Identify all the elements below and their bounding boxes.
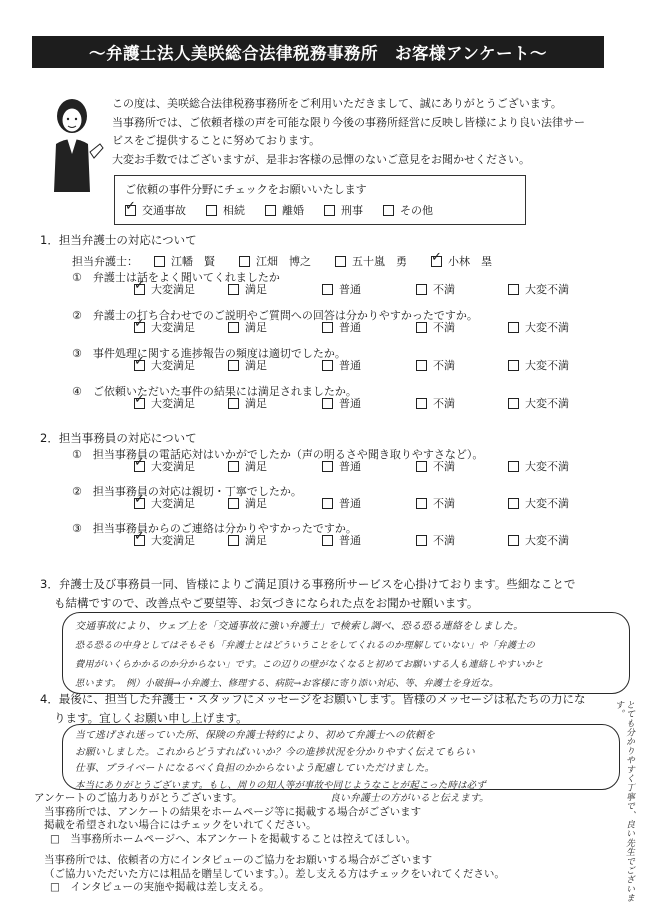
rating-option[interactable]: [416, 458, 455, 474]
checkbox[interactable]: [322, 322, 333, 333]
checkbox[interactable]: [322, 360, 333, 371]
lawyer-label: 担当弁護士：: [72, 255, 138, 268]
case-type-option[interactable]: [383, 202, 433, 218]
option-label: 交通事故: [142, 204, 186, 217]
checkbox[interactable]: [322, 284, 333, 295]
section4-handwriting-tail: 良い弁護士の方がいると伝えます。: [330, 793, 490, 804]
section4-handwriting: 当て逃げされ迷っていた所、保険の弁護士特約により、初めて弁護士への依頼を: [75, 730, 435, 741]
case-type-option[interactable]: [324, 202, 363, 218]
checkbox[interactable]: [322, 535, 333, 546]
intro-line: 大変お手数ではございますが、是非お客様の忌憚のないご意見をお聞かせください。: [112, 152, 530, 166]
rating-option[interactable]: [228, 281, 267, 297]
rating-option[interactable]: [322, 532, 361, 548]
rating-option[interactable]: [322, 495, 361, 511]
section4-answer-box: [62, 724, 620, 790]
section3-line: 3．弁護士及び事務員一同、皆様によりご満足頂ける事務所サービスを心掛けております。些細なことで: [40, 577, 576, 591]
footer-line: 当事務所では、アンケートの結果をホームページ等に掲載する場合がございます: [44, 805, 422, 818]
rating-option[interactable]: [134, 495, 195, 511]
option-label: 大変満足: [151, 397, 195, 410]
option-label: 不満: [433, 359, 455, 372]
checkbox[interactable]: [324, 205, 335, 216]
checkbox[interactable]: [383, 205, 394, 216]
option-label: 大変満足: [151, 534, 195, 547]
footer-line: アンケートのご協力ありがとうございます。: [34, 792, 243, 804]
option-label: 普通: [339, 283, 361, 296]
option-label: 大変満足: [151, 321, 195, 334]
intro-line: ビスをご提供することに努めております。: [112, 134, 321, 147]
rating-option[interactable]: [322, 458, 361, 474]
checkbox[interactable]: [416, 322, 427, 333]
section3-handwriting: 費用がいくらかかるのか分からない」です。この辺りの壁がなくなると初めてお願いする人も連絡しやすいかと: [75, 659, 544, 670]
option-label: その他: [400, 204, 433, 217]
rating-option[interactable]: [508, 532, 569, 548]
option-label: 不満: [433, 397, 455, 410]
checkbox[interactable]: [508, 284, 519, 295]
option-label: 大変満足: [151, 460, 195, 473]
rating-option[interactable]: [416, 495, 455, 511]
section4-handwriting: お願いしました。これからどうすればいいか？今の進捗状況を分かりやすく伝えてもらい: [75, 746, 475, 758]
checkbox[interactable]: [228, 498, 239, 509]
section4-margin-note: とても分かりやすく丁寧で、良い先生でございます。: [613, 700, 634, 903]
option-label: 大変不満: [525, 397, 569, 410]
option-label: 普通: [339, 359, 361, 372]
option-label: 大変満足: [151, 359, 195, 372]
rating-option[interactable]: [508, 495, 569, 511]
lawyer-option[interactable]: [335, 253, 407, 269]
option-label: 不満: [433, 283, 455, 296]
checkbox[interactable]: [508, 498, 519, 509]
option-label: 不満: [433, 534, 455, 547]
option-label: 普通: [339, 460, 361, 473]
checkbox[interactable]: [206, 205, 217, 216]
option-label: 大変不満: [525, 460, 569, 473]
rating-option[interactable]: [228, 357, 267, 373]
checkbox[interactable]: [416, 498, 427, 509]
footer-spacer: [34, 846, 634, 854]
rating-option[interactable]: [322, 319, 361, 335]
checkbox[interactable]: [134, 535, 145, 546]
lawyer-illustration: [40, 92, 110, 192]
option-label: 満足: [245, 359, 267, 372]
option-label: 小林 塁: [448, 255, 492, 268]
checkbox[interactable]: [508, 322, 519, 333]
option-label: 大変不満: [525, 321, 569, 334]
option-label: 満足: [245, 497, 267, 510]
case-type-options: [125, 202, 453, 218]
option-label: 不満: [433, 497, 455, 510]
option-label: 満足: [245, 283, 267, 296]
option-label: 不満: [433, 460, 455, 473]
rating-option[interactable]: [416, 281, 455, 297]
checkbox[interactable]: [228, 535, 239, 546]
rating-option[interactable]: [416, 395, 455, 411]
checkbox[interactable]: [228, 461, 239, 472]
checkbox[interactable]: [134, 322, 145, 333]
rating-option[interactable]: [508, 319, 569, 335]
rating-option[interactable]: [228, 395, 267, 411]
checkbox[interactable]: [322, 498, 333, 509]
checkbox[interactable]: [416, 284, 427, 295]
section4-line: 4．最後に、担当した弁護士・スタッフにメッセージをお願いします。皆様のメッセージは私たちの力にな: [40, 692, 586, 706]
section1-question-text: ④ ご依頼いただいた事件の結果には満足されましたか。: [72, 385, 357, 398]
intro-text: [112, 95, 622, 169]
section3-line: も結構ですので、改善点やご要望等、お気づきになられた点をお聞かせ願います。: [54, 596, 479, 610]
footer-notes: [34, 792, 634, 895]
lawyer-options: [154, 253, 516, 269]
section3-prompt: [40, 575, 640, 613]
footer-line: 掲載を希望されない場合にはチェックをいれてください。: [44, 819, 317, 831]
checkbox[interactable]: [134, 498, 145, 509]
section2-question-text: ② 担当事務員の対応は親切・丁寧でしたか。: [72, 485, 302, 498]
option-label: 普通: [339, 397, 361, 410]
case-type-option[interactable]: [125, 202, 186, 218]
rating-option[interactable]: [134, 395, 195, 411]
checkbox[interactable]: [134, 398, 145, 409]
rating-option[interactable]: [134, 357, 195, 373]
checkbox[interactable]: [228, 398, 239, 409]
option-label: 江幡 賢: [171, 255, 215, 268]
footer-line: 当事務所では、依頼者の方にインタビューのご協力をお願いする場合がございます: [44, 854, 433, 866]
option-label: 大変不満: [525, 534, 569, 547]
checkbox[interactable]: [228, 360, 239, 371]
checkbox[interactable]: [228, 322, 239, 333]
option-label: 普通: [339, 321, 361, 334]
option-label: 大変満足: [151, 497, 195, 510]
section4-handwriting: 仕事、プライベートになるべく負担のかからないよう配慮していただけました。: [75, 763, 435, 774]
option-label: 満足: [245, 534, 267, 547]
checkbox[interactable]: [134, 461, 145, 472]
section3-handwriting: 恐る恐るの中身としてはそもそも「弁護士とはどういうことをしてくれるのか理解していない」や「弁護士の: [75, 640, 535, 651]
checkbox[interactable]: [416, 398, 427, 409]
checkbox[interactable]: [416, 360, 427, 371]
survey-title: ～弁護士法人美咲総合法律税務事務所 お客様アンケート～: [88, 44, 547, 63]
section1-question-text: ③ 事件処理に関する進捗報告の頻度は適切でしたか。: [72, 347, 346, 360]
rating-option[interactable]: [134, 458, 195, 474]
option-label: 離婚: [282, 204, 304, 217]
rating-option[interactable]: [508, 357, 569, 373]
option-label: 大変不満: [525, 497, 569, 510]
section1-title: 1．担当弁護士の対応について: [40, 233, 197, 247]
rating-option[interactable]: [322, 357, 361, 373]
survey-title-banner: [32, 36, 604, 68]
case-type-box: [114, 175, 526, 225]
rating-option[interactable]: [134, 319, 195, 335]
case-type-prompt: ご依頼の事件分野にチェックをお願いいたします: [125, 183, 367, 196]
option-label: 普通: [339, 534, 361, 547]
lawyer-option[interactable]: [154, 253, 215, 269]
rating-option[interactable]: [416, 532, 455, 548]
checkbox[interactable]: [508, 461, 519, 472]
section2-title: 2．担当事務員の対応について: [40, 431, 197, 445]
option-label: 不満: [433, 321, 455, 334]
footer-interview-checkbox[interactable]: □ インタビューの実施や掲載は差し支える。: [50, 881, 270, 893]
option-label: 五十嵐 勇: [352, 255, 407, 268]
checkbox[interactable]: [431, 256, 442, 267]
checkbox[interactable]: [134, 360, 145, 371]
lawyer-option[interactable]: [431, 253, 492, 269]
checkbox[interactable]: [239, 256, 250, 267]
checkbox[interactable]: [154, 256, 165, 267]
lawyer-option[interactable]: [239, 253, 311, 269]
section2-question-text: ① 担当事務員の電話応対はいかがでしたか（声の明るさや聞き取りやすさなど）。: [72, 448, 484, 461]
checkbox[interactable]: [125, 205, 136, 216]
rating-option[interactable]: [508, 395, 569, 411]
footer-optout-checkbox[interactable]: □ 当事務所ホームページへ、本アンケートを掲載することは控えてほしい。: [50, 832, 417, 845]
rating-option[interactable]: [416, 357, 455, 373]
rating-option[interactable]: [508, 458, 569, 474]
section2-question-text: ③ 担当事務員からのご連絡は分かりやすかったですか。: [72, 522, 357, 535]
intro-line: この度は、美咲総合法律税務事務所をご利用いただきまして、誠にありがとうございます。: [112, 97, 562, 110]
rating-option[interactable]: [322, 281, 361, 297]
case-type-option[interactable]: [265, 202, 304, 218]
option-label: 大変満足: [151, 283, 195, 296]
checkbox[interactable]: [508, 398, 519, 409]
rating-option[interactable]: [228, 495, 267, 511]
checkbox[interactable]: [508, 535, 519, 546]
section4-handwriting: 本当にありがとうございます。もし、周りの知人等が事故や同じようなことが起こった時は必ず: [75, 779, 486, 791]
option-label: 普通: [339, 497, 361, 510]
rating-option[interactable]: [134, 532, 195, 548]
checkbox[interactable]: [265, 205, 276, 216]
option-label: 満足: [245, 460, 267, 473]
section3-answer-box: [62, 612, 630, 694]
rating-option[interactable]: [134, 281, 195, 297]
rating-option[interactable]: [322, 395, 361, 411]
case-type-option[interactable]: [206, 202, 245, 218]
section3-handwriting: 交通事故により、ウェブ上を「交通事故に強い弁護士」で検索し調べ、恐る恐る連絡をしました。: [75, 621, 524, 632]
section3-handwriting: 思います。 例）小破損→小弁護士、修理する、病院→お客様に寄り添い対応、等、弁護士を身近な。: [75, 678, 499, 689]
option-label: 満足: [245, 321, 267, 334]
checkbox[interactable]: [322, 398, 333, 409]
option-label: 大変不満: [525, 283, 569, 296]
option-label: 江畑 博之: [256, 255, 311, 268]
option-label: 大変不満: [525, 359, 569, 372]
option-label: 相続: [223, 204, 245, 217]
lawyer-select-row: [72, 253, 516, 269]
footer-line: （ご協力いただいた方には粗品を贈呈しています。）。差し支える方はチェックをいれてください。: [44, 867, 505, 880]
checkbox[interactable]: [335, 256, 346, 267]
option-label: 刑事: [341, 204, 363, 217]
checkbox[interactable]: [416, 461, 427, 472]
checkbox[interactable]: [508, 360, 519, 371]
rating-option[interactable]: [228, 458, 267, 474]
intro-line: 当事務所では、ご依頼者様の声を可能な限り今後の事務所経営に反映し皆様により良い法律サー: [112, 115, 585, 129]
option-label: 満足: [245, 397, 267, 410]
rating-option[interactable]: [228, 319, 267, 335]
checkbox[interactable]: [134, 284, 145, 295]
rating-option[interactable]: [508, 281, 569, 297]
section1-question-text: ① 弁護士は話をよく聞いてくれましたか: [72, 271, 280, 284]
checkbox[interactable]: [416, 535, 427, 546]
checkbox[interactable]: [322, 461, 333, 472]
rating-option[interactable]: [228, 532, 267, 548]
checkbox[interactable]: [228, 284, 239, 295]
section4-prompt: [40, 690, 620, 728]
rating-option[interactable]: [416, 319, 455, 335]
section4-line: ります。宜しくお願い申し上げます。: [54, 711, 248, 725]
section1-question-text: ② 弁護士の打ち合わせでのご説明やご質問への回答は分かりやすかったですか。: [72, 309, 478, 322]
